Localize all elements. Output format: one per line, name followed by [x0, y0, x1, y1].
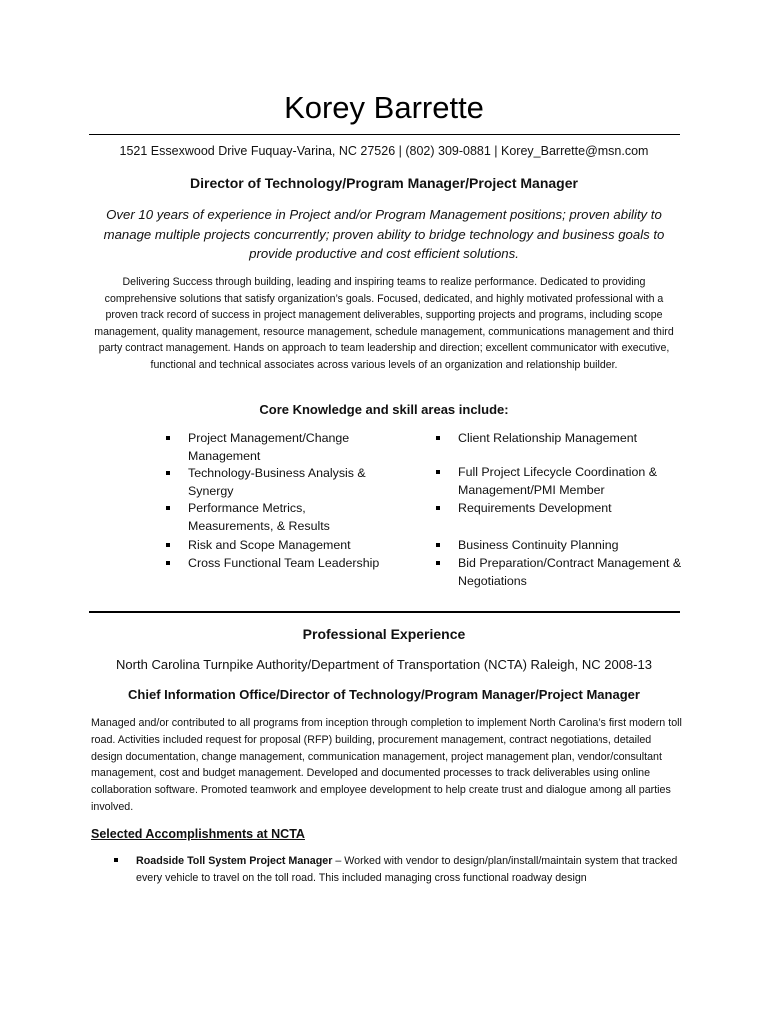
bullet-icon: [436, 436, 440, 440]
skill-item: [436, 500, 686, 537]
accomplishment-lead: Roadside Toll System Project Manager: [136, 855, 333, 867]
skills-list-right: [436, 430, 686, 591]
bullet-icon: [166, 436, 170, 440]
experience-heading: Professional Experience: [302, 626, 466, 642]
skill-label: Requirements Development: [458, 501, 612, 515]
bullet-icon: [166, 506, 170, 510]
skill-item: [166, 555, 386, 573]
contact-line: 1521 Essexwood Drive Fuquay-Varina, NC 27526 | (802) 309-0881 | Korey_Barrette@msn.com: [119, 144, 649, 158]
accomplishments-heading: Selected Accomplishments at NCTA: [91, 827, 305, 841]
bullet-icon: [436, 506, 440, 510]
skill-item: [436, 537, 686, 555]
accomplishment-item: [114, 853, 706, 887]
bullet-icon: [166, 471, 170, 475]
skill-item: [166, 465, 386, 500]
skill-label: Technology-Business Analysis & Synergy: [188, 466, 366, 498]
skill-label: Full Project Lifecycle Coordination & Management/PMI Member: [458, 465, 658, 497]
skill-label: Client Relationship Management: [458, 431, 638, 445]
profile-paragraph: Delivering Success through building, leading and inspiring teams to realize performance. Dedicated to providing comprehensive solutions that satisfy organization’s goals. Focused, dedicated, and highly motivated professional with a proven track record of success in project management deliverables, supporting projects and programs, including scope management, quality management, resource management, schedule management, communications management and third party contract management. Hands on approach to team leadership and direction; excellent communicator with executive, functional and technical associates across various levels of an organization and relationship builder.: [94, 276, 674, 371]
skill-label: Performance Metrics, Measurements, & Results: [188, 501, 330, 533]
section-divider: [89, 611, 680, 613]
bullet-icon: [166, 561, 170, 565]
job-title: Chief Information Office/Director of Technology/Program Manager/Project Manager: [128, 687, 640, 702]
summary-statement: Over 10 years of experience in Project and/or Program Management positions; proven ability to manage multiple projects concurrently; proven ability to bridge technology and business goals to provide productive and cost efficient solutions.: [103, 207, 665, 261]
skill-item: [436, 464, 686, 500]
skill-label: Project Management/Change Management: [188, 431, 350, 463]
accomplishment-text: – Worked with vendor to design/plan/install/maintain system that tracked every vehicle to travel on the toll road. This included managing cross functional roadway design: [136, 855, 678, 884]
skill-item: [166, 537, 386, 555]
skill-item: [436, 430, 686, 464]
bullet-icon: [436, 543, 440, 547]
headline-title: Director of Technology/Program Manager/Project Manager: [190, 175, 578, 191]
bullet-icon: [436, 470, 440, 474]
skill-item: [166, 500, 386, 537]
bullet-icon: [114, 858, 118, 862]
skill-item: [436, 555, 686, 591]
bullet-icon: [436, 561, 440, 565]
bullet-icon: [166, 543, 170, 547]
candidate-name: Korey Barrette: [284, 90, 484, 125]
skill-label: Bid Preparation/Contract Management & Negotiations: [458, 556, 682, 588]
skills-list-left: [166, 430, 386, 573]
job-description: Managed and/or contributed to all programs from inception through completion to implement North Carolina’s first modern toll road. Activities included request for proposal (RFP) building, procurement management, contract negotiations, detailed design documentation, change management, communication management, project management plan, vendor/consultant management, cost and budget management. Developed and documented processes to track deliverables using online collaboration software. Promoted teamwork and employee development to help create trust and dialogue among all parties involved.: [91, 717, 682, 813]
skill-item: [166, 430, 386, 465]
skills-heading: Core Knowledge and skill areas include:: [259, 402, 509, 417]
employer-line: North Carolina Turnpike Authority/Department of Transportation (NCTA) Raleigh, NC 2008-13: [116, 657, 652, 672]
skill-label: Business Continuity Planning: [458, 538, 619, 552]
header-divider: [89, 134, 680, 135]
skill-label: Risk and Scope Management: [188, 538, 351, 552]
skill-label: Cross Functional Team Leadership: [188, 556, 380, 570]
